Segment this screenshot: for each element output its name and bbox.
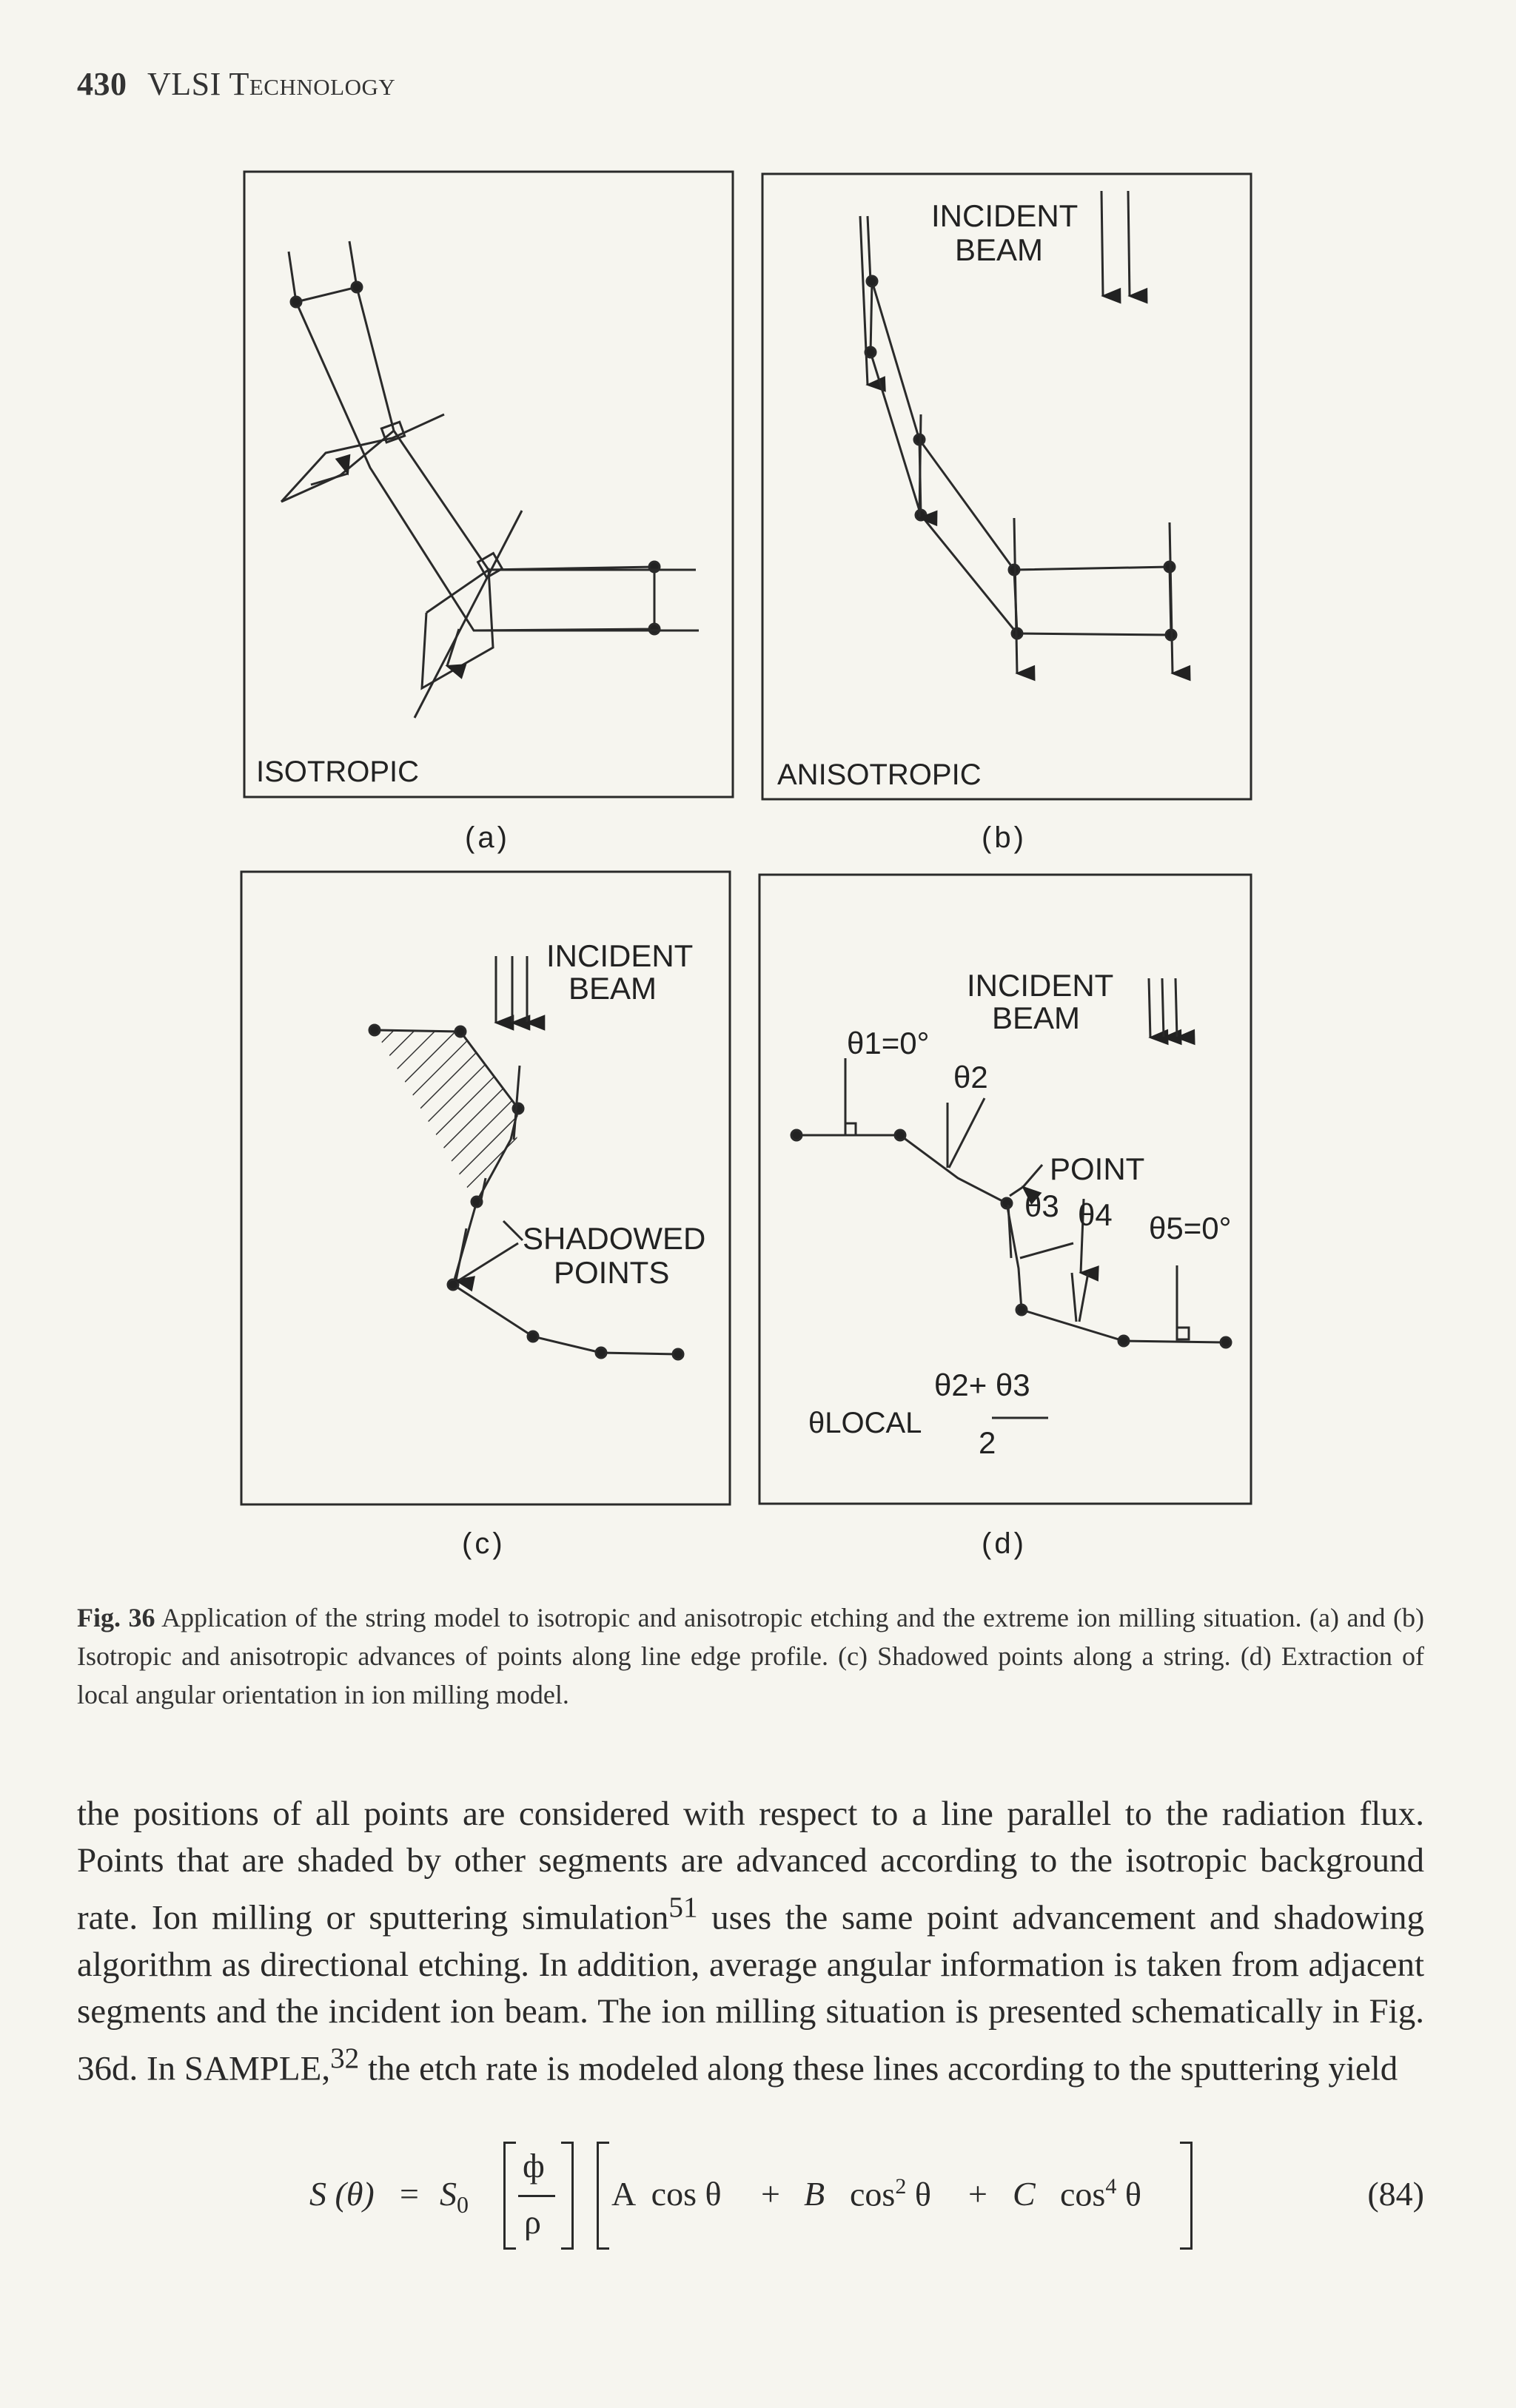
panel-d-formula-den: 2 bbox=[979, 1425, 996, 1460]
panel-c-letter: (c) bbox=[462, 1527, 506, 1560]
eq-s0 bbox=[440, 2174, 469, 2219]
panel-d-theta1: θ1=0° bbox=[847, 1026, 930, 1060]
eq-term2-arg: θ bbox=[914, 2175, 931, 2213]
caption-figure-label: Fig. 36 bbox=[77, 1603, 155, 1632]
body-text-part-3: the etch rate is modeled along these lines according to the sputtering yield bbox=[359, 2049, 1398, 2088]
panel-d-beam-label-2: BEAM bbox=[992, 1000, 1081, 1035]
page-number: 430 bbox=[77, 66, 127, 102]
equation-number: (84) bbox=[1367, 2175, 1424, 2213]
panel-a-letter: (a) bbox=[465, 821, 510, 854]
eq-term2 bbox=[850, 2174, 931, 2213]
eq-term2-coef: B bbox=[804, 2175, 825, 2213]
eq-term3-cos: cos bbox=[1060, 2175, 1106, 2213]
panel-d-theta2: θ2 bbox=[953, 1060, 988, 1094]
eq-frac-num: ф bbox=[523, 2147, 545, 2185]
equation-84 bbox=[0, 2131, 1516, 2264]
eq-s0-subscript: 0 bbox=[457, 2191, 469, 2219]
eq-bracket-left-1 bbox=[503, 2142, 516, 2250]
eq-term3-coef: C bbox=[1013, 2175, 1036, 2213]
eq-equals: = bbox=[400, 2175, 419, 2213]
panel-d-theta5: θ5=0° bbox=[1149, 1211, 1232, 1245]
body-text-part-1: the positions of all points are considered with respect to a line parallel to the radiation flux. Points that are shaded by other segments are advanced according to the isotropic background rate. Ion milling or sputtering simulation bbox=[77, 1795, 1424, 1937]
panel-d-letter: (d) bbox=[982, 1527, 1027, 1560]
caption-text: Application of the string model to isotropic and anisotropic etching and the extreme ion milling situation. (a) and (b) Isotropic and anisotropic advances of points along line edge profile. (c) Shadowed points along a string. (d) Extraction of local angular orientation in ion milling model. bbox=[77, 1603, 1425, 1709]
panel-d-theta3: θ3 bbox=[1024, 1188, 1059, 1223]
panel-c-beam-label-2: BEAM bbox=[568, 971, 657, 1006]
eq-lhs: S (θ) bbox=[309, 2175, 375, 2213]
eq-term3-arg: θ bbox=[1124, 2175, 1141, 2213]
panel-c-shadow-label-2: POINTS bbox=[554, 1255, 670, 1290]
eq-term3-exponent: 4 bbox=[1105, 2174, 1117, 2199]
panel-d-formula-lhs: θLOCAL bbox=[808, 1407, 922, 1439]
eq-bracket-right-1 bbox=[561, 2142, 574, 2250]
panel-b-frame bbox=[762, 174, 1251, 799]
panel-b-beam-label-2: BEAM bbox=[955, 232, 1044, 267]
eq-term2-cos: cos bbox=[850, 2175, 896, 2213]
citation-32: 32 bbox=[330, 2042, 360, 2074]
panel-d-formula-num: θ2+ θ3 bbox=[934, 1368, 1030, 1402]
panel-a-drawing bbox=[281, 241, 699, 718]
panel-c-drawing bbox=[369, 956, 683, 1359]
panel-b-beam-label-1: INCIDENT bbox=[931, 198, 1079, 233]
eq-plus-1: + bbox=[761, 2175, 780, 2213]
citation-51: 51 bbox=[668, 1891, 698, 1923]
panel-c-shadow-label-1: SHADOWED bbox=[523, 1221, 706, 1256]
body-paragraph bbox=[77, 1791, 1424, 2092]
eq-bracket-left-2 bbox=[597, 2142, 609, 2250]
running-title: VLSI Technology bbox=[147, 66, 396, 102]
eq-frac-bar bbox=[518, 2195, 555, 2197]
panel-b-letter: (b) bbox=[982, 821, 1027, 854]
panel-b-inner-label: ANISOTROPIC bbox=[777, 759, 982, 791]
panel-d-theta4: θ4 bbox=[1078, 1197, 1113, 1232]
panel-c-beam-label-1: INCIDENT bbox=[546, 938, 694, 973]
panel-a-inner-label: ISOTROPIC bbox=[256, 756, 420, 788]
eq-frac-den: ρ bbox=[524, 2203, 541, 2241]
panel-d-beam-label-1: INCIDENT bbox=[967, 968, 1114, 1003]
body-text-part-2: uses the same point advancement and shadowing algorithm as directional etching. In addition, average angular information is taken from adjacent segments and the incident ion beam. The ion milling situation is presented schematically in Fig. 36d. In SAMPLE, bbox=[77, 1898, 1424, 2088]
eq-s0-letter: S bbox=[440, 2175, 457, 2213]
figure-caption bbox=[77, 1598, 1424, 1714]
eq-term1: A cos θ bbox=[611, 2175, 722, 2213]
eq-term2-exponent: 2 bbox=[895, 2174, 907, 2199]
panel-d-point-label: POINT bbox=[1050, 1151, 1145, 1186]
eq-bracket-right-2 bbox=[1180, 2142, 1193, 2250]
eq-plus-2: + bbox=[968, 2175, 987, 2213]
eq-term3 bbox=[1060, 2174, 1141, 2213]
